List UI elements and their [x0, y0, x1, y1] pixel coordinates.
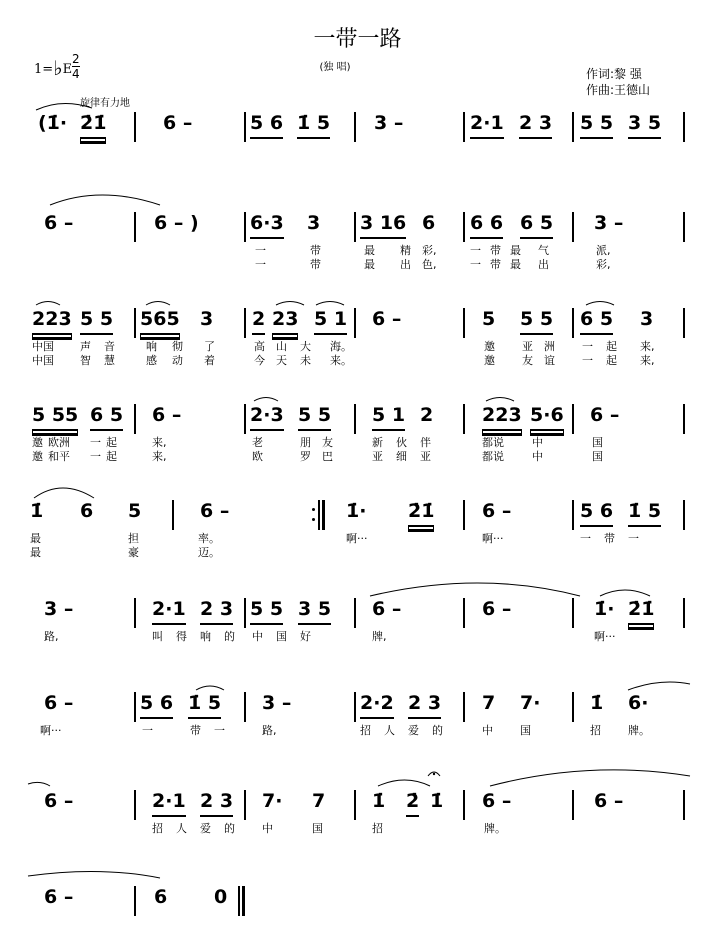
- note-group: 3 5: [628, 112, 661, 139]
- lyric: 慧: [104, 354, 115, 367]
- key-prefix: 1=: [34, 62, 54, 77]
- note-group: 7: [482, 692, 496, 714]
- lyric: 来,: [152, 450, 167, 463]
- fermata-dot: [433, 773, 435, 775]
- slur: [276, 302, 304, 306]
- lyric: 一: [90, 436, 101, 449]
- lyric: 邀: [484, 340, 495, 353]
- lyric: 伴: [420, 436, 431, 449]
- note-group: 5 6: [250, 112, 283, 139]
- note-group: 2: [420, 404, 434, 426]
- lyric: 邀: [484, 354, 495, 367]
- lyric: 路,: [262, 724, 277, 737]
- lyric: 起: [106, 450, 117, 463]
- slur: [490, 770, 690, 786]
- lyric: 人: [384, 724, 395, 737]
- note-group: 1̇: [372, 790, 386, 812]
- lyric: 人: [176, 822, 187, 835]
- slur: [28, 782, 50, 786]
- lyric: 一: [90, 450, 101, 463]
- lyric: 和平: [48, 450, 70, 463]
- song-subtitle: (独 唱): [319, 62, 351, 73]
- note-group: (1̇·: [38, 112, 68, 134]
- lyric: 中: [532, 436, 543, 449]
- expression-mark: 旋律有力地: [80, 98, 130, 109]
- lyric: 彻: [172, 340, 183, 353]
- lyric: 响: [146, 340, 157, 353]
- slur: [196, 686, 224, 690]
- lyric: 欧洲: [48, 436, 70, 449]
- note-group: 2·3: [250, 404, 284, 431]
- lyric: 国: [312, 822, 323, 835]
- lyric: 未: [300, 354, 311, 367]
- note-group: 6 –: [482, 790, 512, 812]
- lyric: 大: [300, 340, 311, 353]
- note-group: 1̇ 5: [297, 112, 330, 139]
- lyric: 啊···: [346, 532, 368, 545]
- note-group: 6 –: [44, 212, 74, 234]
- note-group: 2 3: [200, 790, 233, 817]
- lyric: 来,: [640, 340, 655, 353]
- lyric: 亚: [522, 340, 533, 353]
- flat-sign: ♭: [53, 56, 63, 80]
- note-group: 7: [312, 790, 326, 812]
- lyric: 洲: [544, 340, 555, 353]
- lyric: 率。: [198, 532, 220, 545]
- note-group: 3 –: [374, 112, 404, 134]
- lyric: 担: [128, 532, 139, 545]
- note-group: 6 –: [372, 308, 402, 330]
- note-group: 5 5: [298, 404, 331, 431]
- lyric: 中: [252, 630, 263, 643]
- note-group: 3 –: [44, 598, 74, 620]
- lyric: 一: [142, 724, 153, 737]
- note-group: 223: [482, 404, 522, 431]
- note-group: 6 5: [520, 212, 553, 239]
- slur: [254, 398, 278, 402]
- note-group: 1̇·: [594, 598, 615, 620]
- note-group: 6 –: [372, 598, 402, 620]
- lyric: 起: [106, 436, 117, 449]
- lyric: 啊···: [40, 724, 62, 737]
- slur: [586, 302, 614, 306]
- lyric: 中: [482, 724, 493, 737]
- lyric: 着: [204, 354, 215, 367]
- note-group: 5 5: [520, 308, 553, 335]
- lyric: 一: [470, 258, 481, 271]
- lyric: 牌。: [484, 822, 506, 835]
- note-group: 2 3: [408, 692, 441, 719]
- note-group: 3: [200, 308, 214, 330]
- lyric: 带: [190, 724, 201, 737]
- lyric: 亚: [372, 450, 383, 463]
- lyric: 啊···: [594, 630, 616, 643]
- note-group: 6 –: [594, 790, 624, 812]
- lyric: 出: [538, 258, 549, 271]
- note-group: 2̇1̇: [408, 500, 434, 527]
- note-group: 2·1: [152, 598, 186, 625]
- lyric: 都说: [482, 436, 504, 449]
- lyricist-credit: 作词:黎 强: [586, 67, 642, 81]
- lyric: 带: [490, 258, 501, 271]
- lyric: 色,: [422, 258, 437, 271]
- lyric: 来,: [152, 436, 167, 449]
- note-group: 2·1: [470, 112, 504, 139]
- note-group: 6 –: [44, 692, 74, 714]
- song-title: 一带一路: [313, 27, 402, 52]
- lyric: 最: [30, 532, 41, 545]
- note-group: 565: [140, 308, 180, 335]
- note-group: 3 –: [594, 212, 624, 234]
- lyric: 一: [255, 258, 266, 271]
- lyric: 带: [310, 244, 321, 257]
- lyric: 路,: [44, 630, 59, 643]
- lyric: 带: [490, 244, 501, 257]
- note-group: 6 –: [44, 886, 74, 908]
- note-group: 3: [307, 212, 321, 234]
- note-group: 5: [128, 500, 142, 522]
- time-sig-top: 2: [72, 52, 80, 66]
- lyric: 巴: [322, 450, 333, 463]
- note-group: 5·6: [530, 404, 564, 431]
- note-group: 6·: [628, 692, 649, 714]
- lyric: 起: [606, 354, 617, 367]
- note-group: 2: [252, 308, 265, 335]
- lyric: 出: [400, 258, 411, 271]
- note-group: 1̇·: [346, 500, 367, 522]
- lyric: 最: [30, 546, 41, 559]
- lyric: 友: [322, 436, 333, 449]
- composer-credit: 作曲:王德山: [586, 83, 651, 97]
- lyric: 派,: [596, 244, 611, 257]
- lyric: 国: [592, 450, 603, 463]
- note-group: 2·2: [360, 692, 394, 719]
- lyric: 中国: [32, 354, 54, 367]
- slur: [36, 302, 60, 306]
- lyric: 招: [590, 724, 601, 737]
- slur: [378, 780, 430, 786]
- lyric: 中: [262, 822, 273, 835]
- lyric: 啊···: [482, 532, 504, 545]
- slur: [316, 302, 344, 306]
- slur: [370, 583, 580, 596]
- lyric: 来。: [330, 354, 352, 367]
- note-group: 7·: [262, 790, 283, 812]
- note-group: 2 3: [200, 598, 233, 625]
- lyric: 招: [152, 822, 163, 835]
- note-group: 0: [214, 886, 228, 908]
- lyric: 牌。: [628, 724, 650, 737]
- note-group: 6: [154, 886, 168, 908]
- note-group: 5 55: [32, 404, 78, 431]
- note-group: 1̇ 5: [188, 692, 221, 719]
- lyric: 中: [532, 450, 543, 463]
- note-group: 5 1: [314, 308, 347, 335]
- lyric: 海。: [330, 340, 352, 353]
- note-group: 6 5: [580, 308, 613, 335]
- lyric: 天: [276, 354, 287, 367]
- key-note: E: [62, 62, 73, 77]
- lyric: 伙: [396, 436, 407, 449]
- lyric: 智: [80, 354, 91, 367]
- note-group: 3 16: [360, 212, 406, 239]
- note-group: 6 6: [470, 212, 503, 239]
- lyric: 来,: [640, 354, 655, 367]
- lyric: 最: [510, 258, 521, 271]
- note-group: 5: [482, 308, 496, 330]
- slur: [628, 682, 690, 690]
- note-group: 5 1: [372, 404, 405, 431]
- note-group: 5 6: [140, 692, 173, 719]
- lyric: 牌,: [372, 630, 387, 643]
- lyric: 招: [372, 822, 383, 835]
- lyric: 带: [604, 532, 615, 545]
- note-group: 6 5: [90, 404, 123, 431]
- lyric: 感: [146, 354, 157, 367]
- lyric: 好: [300, 630, 311, 643]
- slur: [486, 398, 514, 402]
- lyric: 的: [224, 822, 235, 835]
- lyric: 一: [214, 724, 225, 737]
- lyric: 一: [580, 532, 591, 545]
- lyric: 邀: [32, 436, 43, 449]
- lyric: 了: [204, 340, 215, 353]
- note-group: 1̇ 5: [628, 500, 661, 527]
- lyric: 起: [606, 340, 617, 353]
- note-group: 6 –: [44, 790, 74, 812]
- lyric: 朋: [300, 436, 311, 449]
- lyric: 都说: [482, 450, 504, 463]
- slur: [146, 302, 170, 306]
- lyric: 带: [310, 258, 321, 271]
- note-group: 6 –: [590, 404, 620, 426]
- note-group: 3: [640, 308, 654, 330]
- note-group: 2 3: [519, 112, 552, 139]
- lyric: 一: [470, 244, 481, 257]
- lyric: 的: [224, 630, 235, 643]
- lyric: 音: [104, 340, 115, 353]
- lyric: 罗: [300, 450, 311, 463]
- lyric: 得: [176, 630, 187, 643]
- note-group: 2̇1̇: [628, 598, 654, 625]
- lyric: 动: [172, 354, 183, 367]
- note-group: 1̇: [590, 692, 604, 714]
- note-group: 3 –: [262, 692, 292, 714]
- lyric: 一: [255, 244, 266, 257]
- note-group: 6 –: [200, 500, 230, 522]
- lyric: 一: [582, 340, 593, 353]
- lyric: 最: [510, 244, 521, 257]
- lyric: 爱: [200, 822, 211, 835]
- slur: [28, 871, 160, 878]
- lyric: 精: [400, 244, 411, 257]
- note-group: 7·: [520, 692, 541, 714]
- lyric: 豪: [128, 546, 139, 559]
- note-group: 6·3: [250, 212, 284, 239]
- slur: [34, 488, 94, 498]
- note-group: 6: [422, 212, 436, 234]
- lyric: 国: [592, 436, 603, 449]
- slur: [50, 195, 160, 205]
- lyric: 最: [364, 258, 375, 271]
- lyric: 山: [276, 340, 287, 353]
- note-group: 6 – ): [154, 212, 199, 234]
- slur: [600, 590, 650, 596]
- note-group: 2̇1̇: [80, 112, 106, 139]
- lyric: 高: [254, 340, 265, 353]
- note-group: 2·1: [152, 790, 186, 817]
- lyric: 彩,: [422, 244, 437, 257]
- lyric: 声: [80, 340, 91, 353]
- lyric: 欧: [252, 450, 263, 463]
- lyric: 一: [628, 532, 639, 545]
- note-group: 223: [32, 308, 72, 335]
- lyric: 一: [582, 354, 593, 367]
- lyric: 友: [522, 354, 533, 367]
- note-group: 5 5: [80, 308, 113, 335]
- note-group: 6 –: [482, 598, 512, 620]
- lyric: 国: [520, 724, 531, 737]
- note-group: 6 –: [152, 404, 182, 426]
- lyric: 新: [372, 436, 383, 449]
- lyric: 彩,: [596, 258, 611, 271]
- note-group: 1̇: [30, 500, 44, 522]
- lyric: 邀: [32, 450, 43, 463]
- note-group: 5 5: [580, 112, 613, 139]
- lyric: 细: [396, 450, 407, 463]
- note-group: 1̇: [430, 790, 444, 812]
- lyric: 迈。: [198, 546, 220, 559]
- lyric: 叫: [152, 630, 163, 643]
- note-group: 6: [80, 500, 94, 522]
- note-group: 5 5: [250, 598, 283, 625]
- note-group: 5 6: [580, 500, 613, 527]
- lyric: 今: [254, 354, 265, 367]
- lyric: 国: [276, 630, 287, 643]
- lyric: 的: [432, 724, 443, 737]
- lyric: 响: [200, 630, 211, 643]
- note-group: 3 5: [298, 598, 331, 625]
- lyric: 中国: [32, 340, 54, 353]
- lyric: 老: [252, 436, 263, 449]
- note-group: 23: [272, 308, 298, 335]
- lyric: 谊: [544, 354, 555, 367]
- note-group: 6 –: [482, 500, 512, 522]
- note-group: 6 –: [163, 112, 193, 134]
- lyric: 最: [364, 244, 375, 257]
- lyric: 气: [538, 244, 549, 257]
- lyric: 招: [360, 724, 371, 737]
- note-group: 2̇: [406, 790, 419, 817]
- slur: [36, 103, 92, 110]
- time-sig-bottom: 4: [72, 67, 80, 81]
- lyric: 爱: [408, 724, 419, 737]
- lyric: 亚: [420, 450, 431, 463]
